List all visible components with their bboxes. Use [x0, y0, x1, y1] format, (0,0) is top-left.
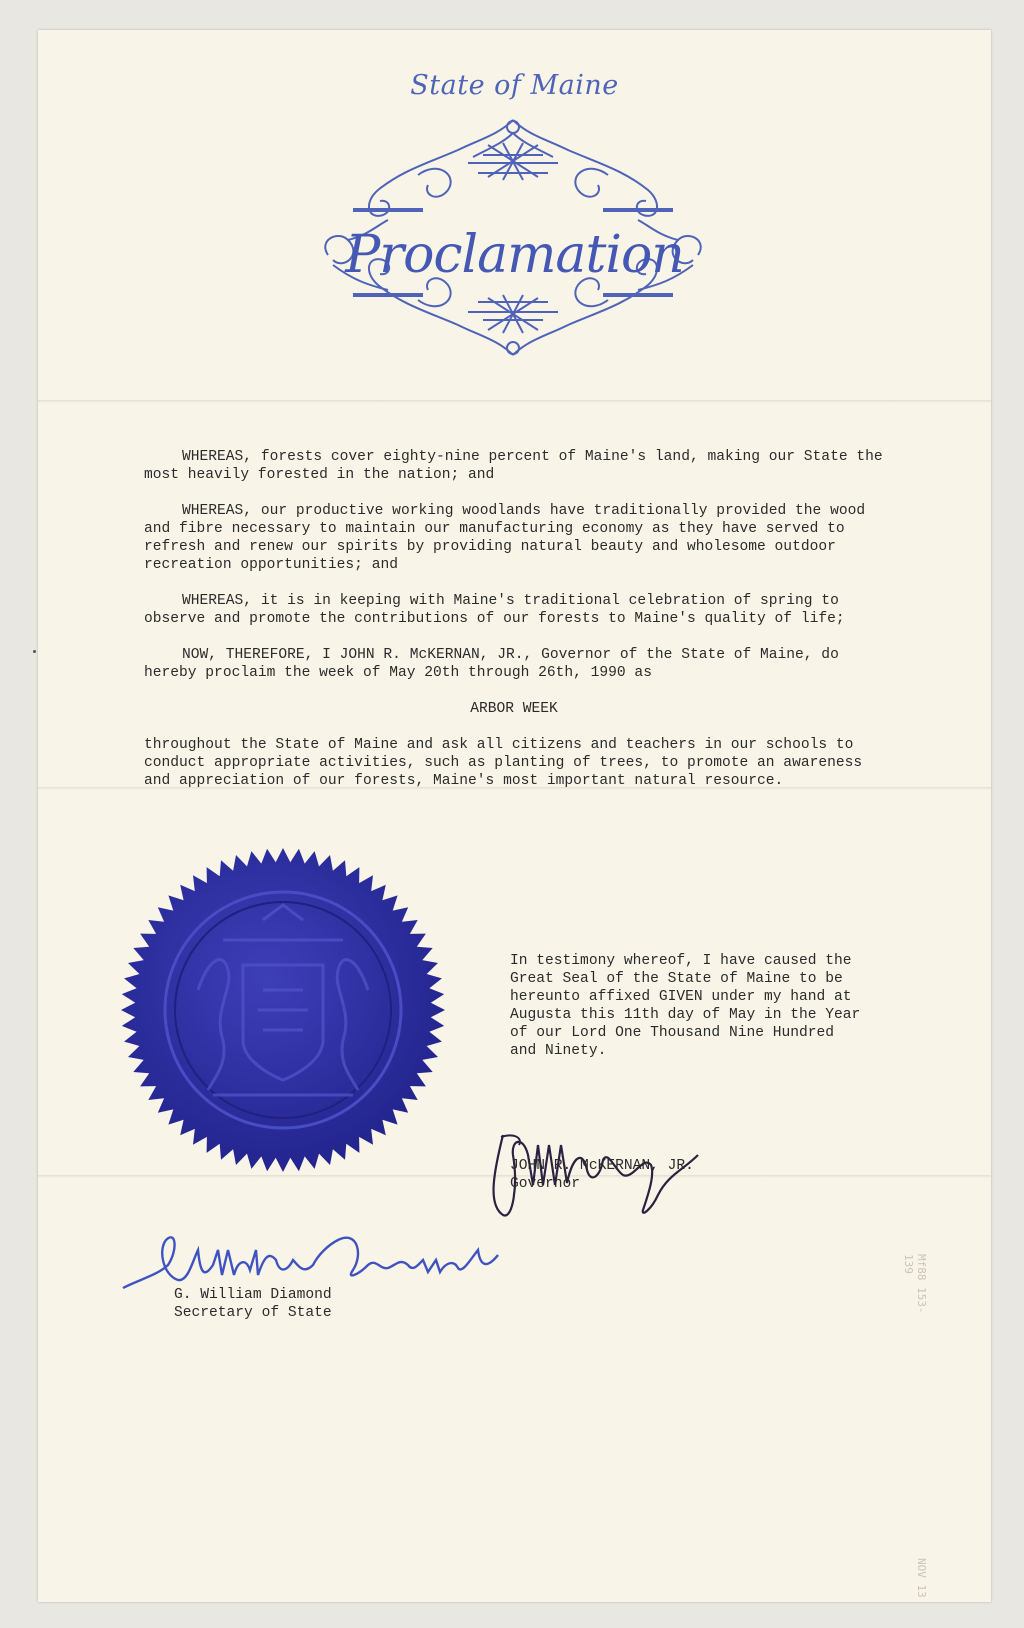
- great-seal-icon: [118, 845, 448, 1175]
- whereas-paragraph-3: WHEREAS, it is in keeping with Maine's traditional celebration of spring to observe and promote the contributions of our forests to Maine's quality of life;: [144, 593, 848, 627]
- testimony-text: In testimony whereof, I have caused the Great Seal of the State of Maine to be hereunto affixed GIVEN under my hand at Augusta this 11th day of May in the Year of our Lord One Thousand Nine Hundred and Ninety.: [510, 953, 861, 1059]
- closing-paragraph: throughout the State of Maine and ask all citizens and teachers in our schools to conduct appropriate activities, such as planting of trees, to promote an awareness and appreciation of our forests, Maine's most important natural resource.: [144, 737, 871, 789]
- whereas-paragraph-1: WHEREAS, forests cover eighty-nine percent of Maine's land, making our State the most heavily forested in the nation; and: [144, 449, 892, 483]
- proclamation-document: [38, 30, 991, 1602]
- therefore-paragraph: NOW, THEREFORE, I JOHN R. McKERNAN, JR., Governor of the State of Maine, do hereby proclaim the week of May 20th through 26th, 1990 as: [144, 647, 848, 681]
- proclamation-body: [144, 448, 892, 808]
- event-name: ARBOR WEEK: [470, 701, 558, 717]
- secretary-title: Secretary of State: [174, 1305, 332, 1321]
- whereas-paragraph-2: WHEREAS, our productive working woodlands have traditionally provided the wood and fibre necessary to maintain our manufacturing economy as they have served to refresh and renew our spirits by providing natural beauty and wholesome outdoor recreation opportunities; and: [144, 503, 874, 573]
- secretary-name: G. William Diamond: [174, 1287, 332, 1303]
- fold-line: [38, 400, 991, 403]
- governor-title: Governor: [510, 1176, 581, 1192]
- governor-signature-block: [510, 1157, 694, 1193]
- governor-name: JOHN R. McKERNAN, JR.: [510, 1158, 694, 1174]
- archive-stamp-lower: NOV 13: [915, 1558, 928, 1598]
- proclamation-title: Proclamation: [345, 225, 684, 285]
- secretary-signature-block: [174, 1286, 332, 1322]
- state-title: State of Maine: [410, 70, 619, 101]
- paper-speck: [33, 650, 36, 653]
- archive-stamp-upper: Mf88 153-139: [902, 1254, 928, 1314]
